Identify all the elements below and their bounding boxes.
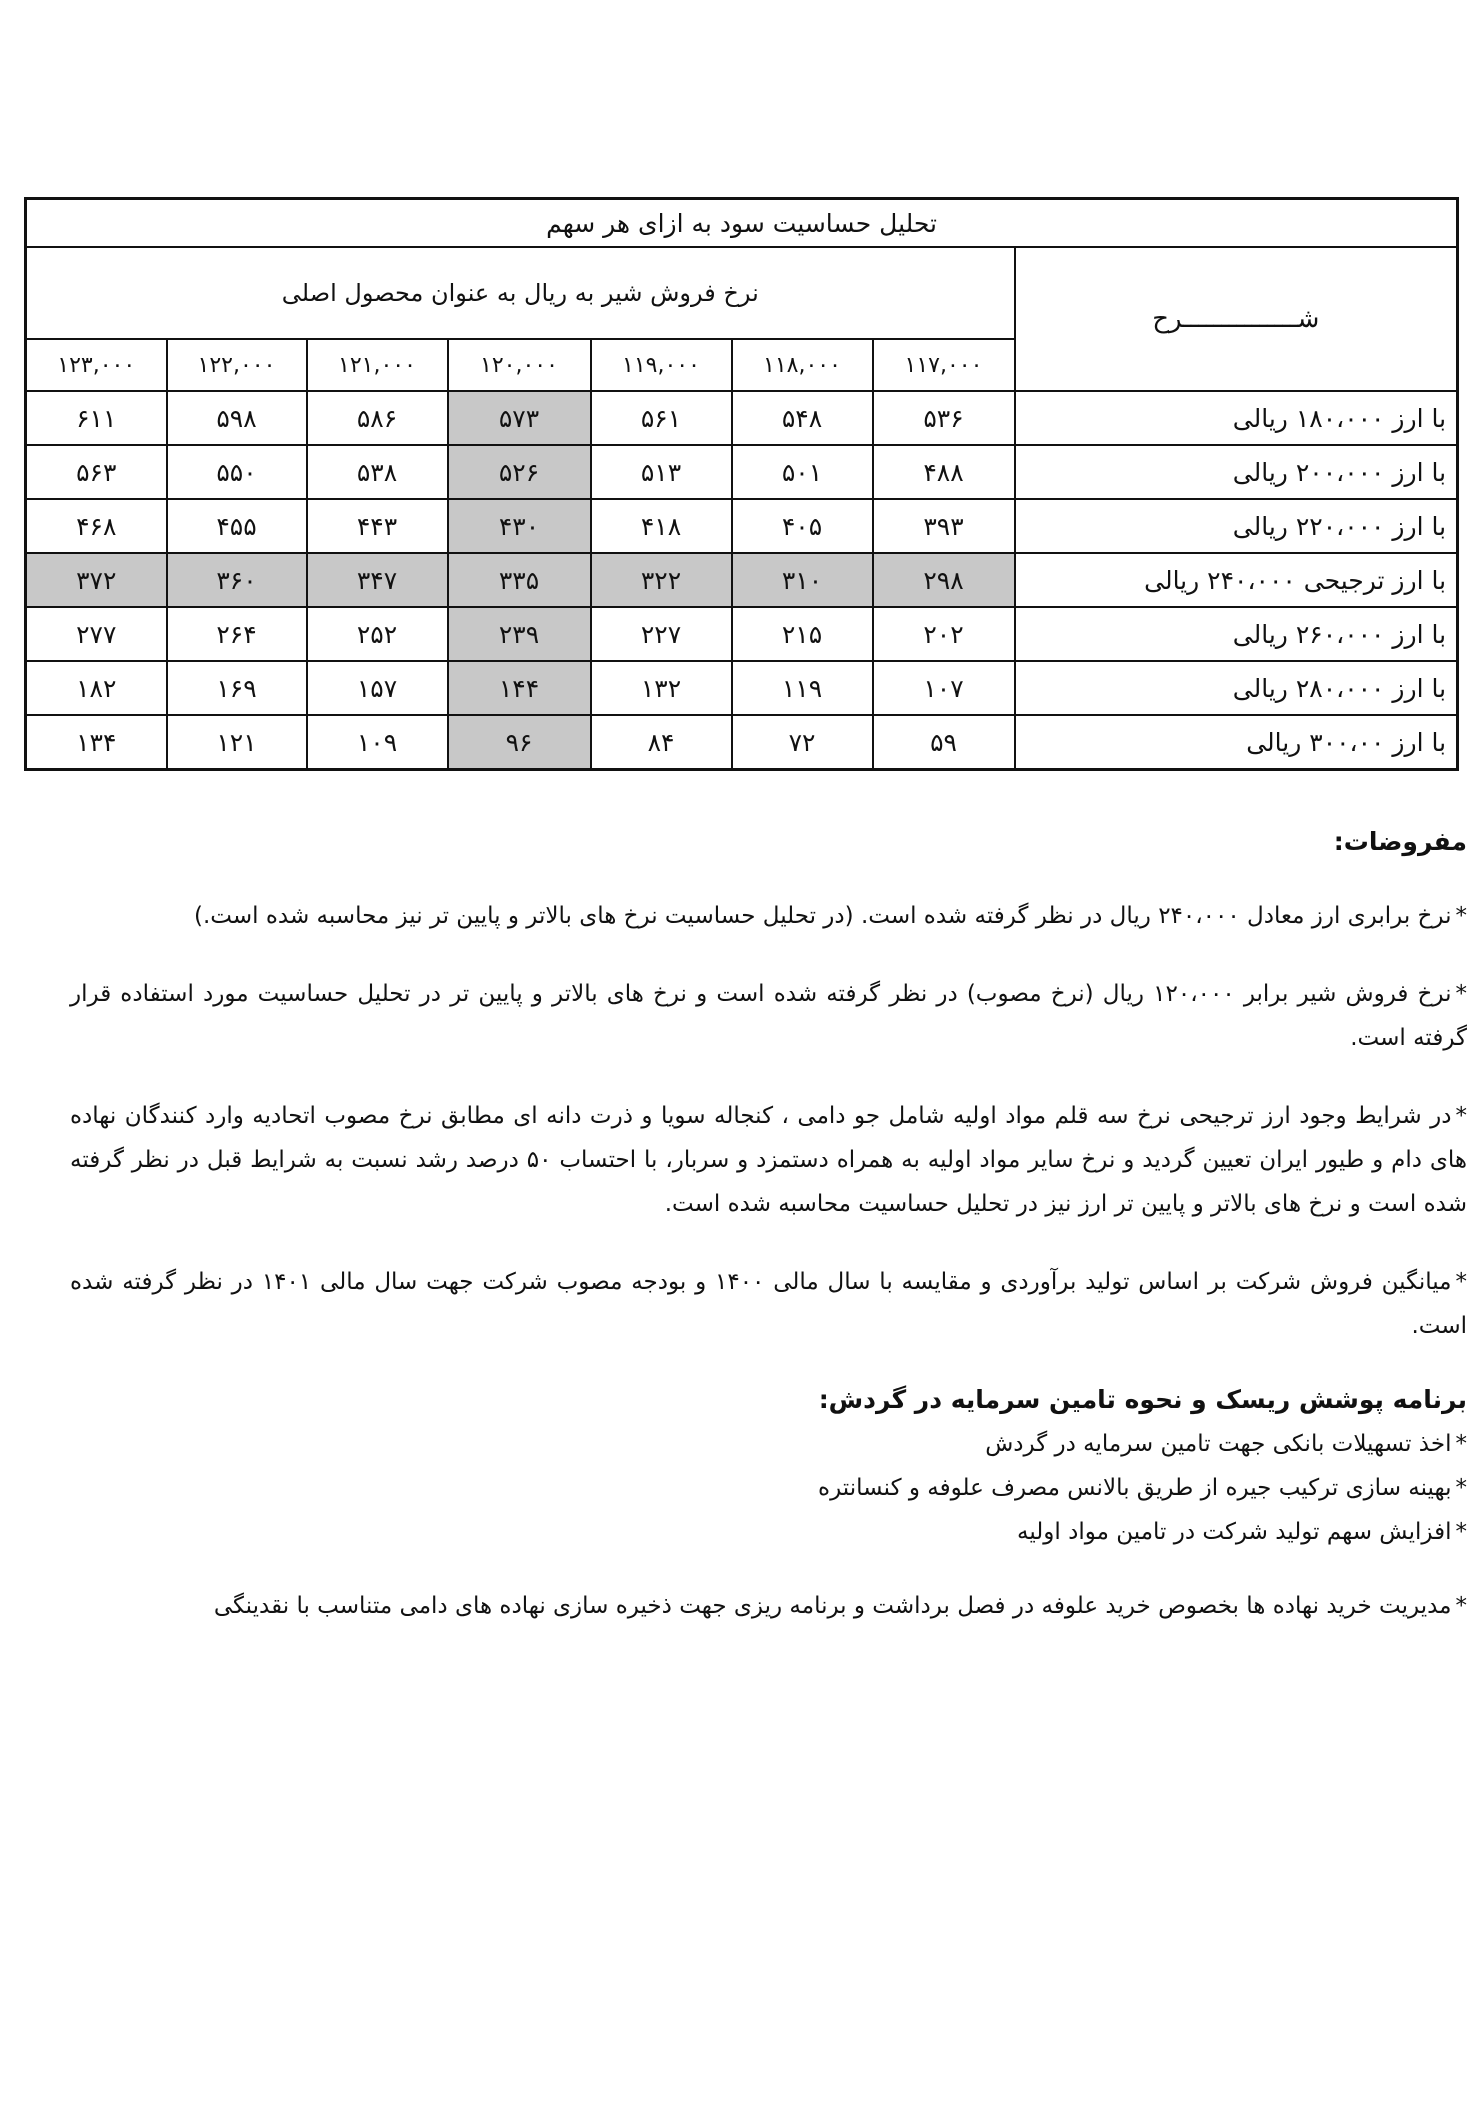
table-cell: ۵۲۶ xyxy=(448,445,591,499)
table-cell: ۲۵۲ xyxy=(307,607,448,661)
table-cell: ۴۱۸ xyxy=(591,499,732,553)
table-cell: ۱۰۹ xyxy=(307,715,448,770)
list-item xyxy=(70,1466,1467,1510)
table-cell: ۴۴۳ xyxy=(307,499,448,553)
bullet-icon: * xyxy=(1455,1519,1467,1545)
row-label: با ارز ۲۶۰،۰۰۰ ریالی xyxy=(1015,607,1458,661)
assumption-text: نرخ برابری ارز معادل ۲۴۰،۰۰۰ ریال در نظر گرفته شده است. (در تحلیل حساسیت نرخ های بالاتر و پایین تر نیز محاسبه شده است.) xyxy=(193,903,1452,929)
table-row xyxy=(26,499,1458,553)
price-header-cell: ۱۲۰,۰۰۰ xyxy=(448,339,591,391)
table-cell: ۴۵۵ xyxy=(167,499,307,553)
table-cell: ۱۲۱ xyxy=(167,715,307,770)
risk-text: مدیریت خرید نهاده ها بخصوص خرید علوفه در فصل برداشت و برنامه ریزی جهت ذخیره سازی نهاده های دامی متناسب با نقدینگی xyxy=(213,1593,1452,1619)
row-label: با ارز ۳۰۰،۰۰ ریالی xyxy=(1015,715,1458,770)
row-label: با ارز ۲۲۰،۰۰۰ ریالی xyxy=(1015,499,1458,553)
table-cell: ۱۳۴ xyxy=(26,715,167,770)
table-cell: ۲۱۵ xyxy=(732,607,873,661)
table-cell: ۸۴ xyxy=(591,715,732,770)
table-cell: ۱۱۹ xyxy=(732,661,873,715)
table-cell: ۲۲۷ xyxy=(591,607,732,661)
table-cell: ۵۰۱ xyxy=(732,445,873,499)
description-header: شـــــــــــــــرح xyxy=(1015,247,1458,391)
table-title: تحلیل حساسیت سود به ازای هر سهم xyxy=(26,199,1458,248)
assumption-item xyxy=(70,1094,1467,1226)
table-cell: ۴۶۸ xyxy=(26,499,167,553)
list-item xyxy=(70,1510,1467,1554)
table-cell: ۵۸۶ xyxy=(307,391,448,445)
assumptions-title: مفروضات: xyxy=(1333,827,1467,856)
row-label: با ارز ترجیحی ۲۴۰،۰۰۰ ریالی xyxy=(1015,553,1458,607)
table-cell: ۴۳۰ xyxy=(448,499,591,553)
table-row xyxy=(26,661,1458,715)
table-row-highlighted xyxy=(26,553,1458,607)
risk-program-title: برنامه پوشش ریسک و نحوه تامین سرمایه در گردش: xyxy=(818,1385,1467,1414)
table-cell: ۱۵۷ xyxy=(307,661,448,715)
table-cell: ۱۴۴ xyxy=(448,661,591,715)
list-item xyxy=(70,1584,1467,1628)
table-cell: ۵۳۶ xyxy=(873,391,1015,445)
risk-list xyxy=(70,1422,1467,1554)
table-cell: ۶۱۱ xyxy=(26,391,167,445)
table-cell: ۵۹۸ xyxy=(167,391,307,445)
bullet-icon: * xyxy=(1455,903,1467,929)
row-label: با ارز ۲۰۰،۰۰۰ ریالی xyxy=(1015,445,1458,499)
table-cell: ۵۵۰ xyxy=(167,445,307,499)
table-cell: ۱۰۷ xyxy=(873,661,1015,715)
assumption-item xyxy=(70,894,1467,938)
bullet-icon: * xyxy=(1455,981,1467,1007)
table-cell: ۵۱۳ xyxy=(591,445,732,499)
table-cell: ۳۴۷ xyxy=(307,553,448,607)
bullet-icon: * xyxy=(1455,1103,1467,1129)
table-cell: ۱۸۲ xyxy=(26,661,167,715)
price-header-cell: ۱۱۸,۰۰۰ xyxy=(732,339,873,391)
table-cell: ۳۹۳ xyxy=(873,499,1015,553)
sensitivity-table xyxy=(24,197,1459,771)
table-cell: ۵۹ xyxy=(873,715,1015,770)
table-cell: ۴۸۸ xyxy=(873,445,1015,499)
row-label: با ارز ۲۸۰،۰۰۰ ریالی xyxy=(1015,661,1458,715)
risk-text: افزایش سهم تولید شرکت در تامین مواد اولیه xyxy=(1017,1519,1452,1545)
notes-section xyxy=(70,820,1467,1628)
assumption-text: در شرایط وجود ارز ترجیحی نرخ سه قلم مواد اولیه شامل جو دامی ، کنجاله سویا و ذرت دانه ای مطابق نرخ مصوب اتحادیه وارد کنندگان نهاده های دام و طیور ایران تعیین گردید و نرخ سایر مواد اولیه به همراه دستمزد و سربار، با احتساب ۵۰ درصد رشد نسبت به شرایط قبل در نظر گرفته شده است و نرخ های بالاتر و پایین تر ارز نیز در تحلیل حساسیت محاسبه شده است. xyxy=(70,1103,1467,1217)
table-cell: ۳۲۲ xyxy=(591,553,732,607)
table-cell: ۷۲ xyxy=(732,715,873,770)
price-header-cell: ۱۱۷,۰۰۰ xyxy=(873,339,1015,391)
assumption-text: میانگین فروش شرکت بر اساس تولید برآوردی و مقایسه با سال مالی ۱۴۰۰ و بودجه مصوب شرکت جهت سال مالی ۱۴۰۱ در نظر گرفته شده است. xyxy=(70,1269,1467,1339)
table-cell: ۱۶۹ xyxy=(167,661,307,715)
table-cell: ۲۳۹ xyxy=(448,607,591,661)
assumption-item xyxy=(70,1260,1467,1348)
risk-text: بهینه سازی ترکیب جیره از طریق بالانس مصرف علوفه و کنسانتره xyxy=(818,1475,1452,1501)
bullet-icon: * xyxy=(1455,1475,1467,1501)
table-cell: ۵۶۳ xyxy=(26,445,167,499)
milk-price-header: نرخ فروش شیر به ریال به عنوان محصول اصلی xyxy=(26,247,1015,339)
bullet-icon: * xyxy=(1455,1269,1467,1295)
table-cell: ۹۶ xyxy=(448,715,591,770)
table-cell: ۲۷۷ xyxy=(26,607,167,661)
price-header-cell: ۱۲۳,۰۰۰ xyxy=(26,339,167,391)
table-row xyxy=(26,445,1458,499)
table-cell: ۳۱۰ xyxy=(732,553,873,607)
table-row xyxy=(26,607,1458,661)
table-cell: ۲۹۸ xyxy=(873,553,1015,607)
table-cell: ۳۶۰ xyxy=(167,553,307,607)
table-cell: ۵۷۳ xyxy=(448,391,591,445)
bullet-icon: * xyxy=(1455,1431,1467,1457)
table-cell: ۴۰۵ xyxy=(732,499,873,553)
price-header-cell: ۱۱۹,۰۰۰ xyxy=(591,339,732,391)
bullet-icon: * xyxy=(1455,1593,1467,1619)
table-cell: ۳۷۲ xyxy=(26,553,167,607)
assumption-text: نرخ فروش شیر برابر ۱۲۰،۰۰۰ ریال (نرخ مصوب) در نظر گرفته شده است و نرخ های بالاتر و پایین تر در تحلیل حساسیت مورد استفاده قرار گرفته است. xyxy=(70,981,1467,1051)
risk-text: اخذ تسهیلات بانکی جهت تامین سرمایه در گردش xyxy=(985,1431,1452,1457)
row-label: با ارز ۱۸۰،۰۰۰ ریالی xyxy=(1015,391,1458,445)
price-header-cell: ۱۲۱,۰۰۰ xyxy=(307,339,448,391)
list-item xyxy=(70,1422,1467,1466)
table-cell: ۲۶۴ xyxy=(167,607,307,661)
table-row xyxy=(26,391,1458,445)
table-row xyxy=(26,715,1458,770)
table-cell: ۵۳۸ xyxy=(307,445,448,499)
table-cell: ۵۴۸ xyxy=(732,391,873,445)
price-header-cell: ۱۲۲,۰۰۰ xyxy=(167,339,307,391)
assumption-item xyxy=(70,972,1467,1060)
table-cell: ۵۶۱ xyxy=(591,391,732,445)
table-cell: ۲۰۲ xyxy=(873,607,1015,661)
table-cell: ۳۳۵ xyxy=(448,553,591,607)
table-cell: ۱۳۲ xyxy=(591,661,732,715)
